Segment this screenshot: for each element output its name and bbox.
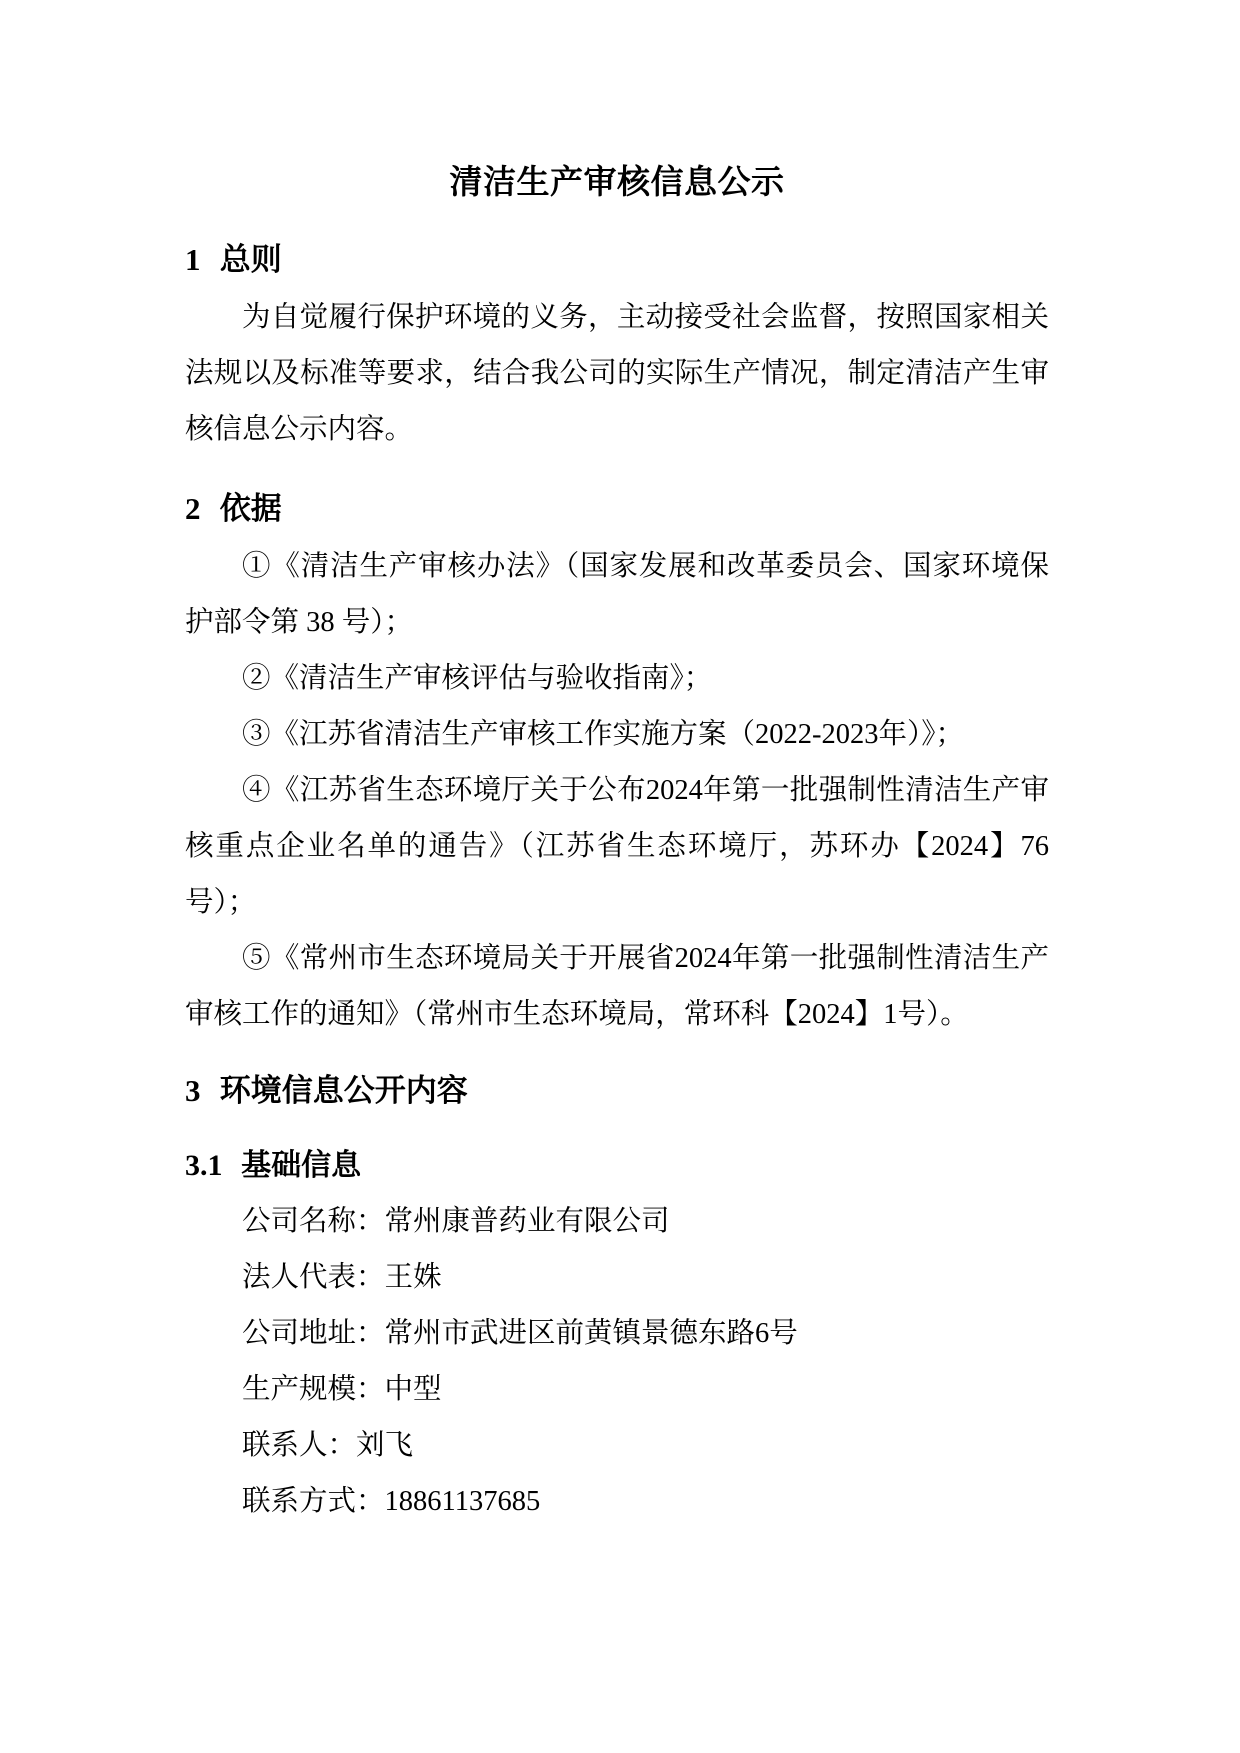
text-line: ⑤《常州市生态环境局关于开展省2024年第一批强制性清洁生产 bbox=[242, 943, 1049, 974]
text-line: 生产规模：中型 bbox=[242, 1374, 442, 1405]
basic-info-list bbox=[185, 1194, 1049, 1530]
section-3-title: 环境信息公开内容 bbox=[219, 1073, 468, 1108]
section-2-reference-list bbox=[185, 539, 1049, 1043]
reference-item-1 bbox=[185, 539, 1049, 651]
text-line: 审核工作的通知》（常州市生态环境局，常环科【2024】1号）。 bbox=[185, 999, 969, 1030]
text-line: 核信息公示内容。 bbox=[185, 414, 414, 445]
section-1-title: 总则 bbox=[219, 242, 282, 277]
section-3-1-heading bbox=[185, 1138, 1049, 1194]
reference-item-2 bbox=[185, 651, 1049, 707]
section-2-title: 依据 bbox=[219, 491, 282, 526]
text-line: ①《清洁生产审核办法》（国家发展和改革委员会、国家环境保 bbox=[242, 551, 1049, 582]
section-3-number: 3 bbox=[185, 1073, 201, 1108]
section-1-number: 1 bbox=[185, 242, 201, 277]
document-title: 清洁生产审核信息公示 bbox=[449, 165, 785, 201]
reference-item-4 bbox=[185, 763, 1049, 931]
section-1-heading bbox=[185, 232, 1049, 288]
text-line: 核重点企业名单的通告》（江苏省生态环境厅，苏环办【2024】76 bbox=[185, 831, 1049, 862]
section-2-heading bbox=[185, 481, 1049, 537]
text-line: 号）； bbox=[185, 887, 257, 918]
section-3-heading bbox=[185, 1063, 1049, 1119]
text-line: ②《清洁生产审核评估与验收指南》； bbox=[242, 663, 713, 694]
section-1-paragraph bbox=[185, 290, 1049, 458]
section-2-number: 2 bbox=[185, 491, 201, 526]
text-line: 法规以及标准等要求，结合我公司的实际生产情况，制定清洁产生审 bbox=[185, 358, 1049, 389]
section-3-1-title: 基础信息 bbox=[241, 1149, 362, 1182]
reference-item-5 bbox=[185, 931, 1049, 1043]
text-line: 为自觉履行保护环境的义务，主动接受社会监督，按照国家相关 bbox=[242, 302, 1049, 333]
text-line: ③《江苏省清洁生产审核工作实施方案（2022-2023年）》； bbox=[242, 719, 964, 750]
section-3-1-number: 3.1 bbox=[185, 1149, 223, 1182]
text-line: 公司名称：常州康普药业有限公司 bbox=[242, 1206, 670, 1237]
text-line: ④《江苏省生态环境厅关于公布2024年第一批强制性清洁生产审 bbox=[242, 775, 1049, 806]
text-line: 联系人：刘飞 bbox=[242, 1430, 414, 1461]
text-line: 联系方式：18861137685 bbox=[242, 1486, 541, 1517]
text-line: 护部令第 38 号）； bbox=[185, 607, 414, 638]
reference-item-3 bbox=[185, 707, 1049, 763]
text-line: 公司地址：常州市武进区前黄镇景德东路6号 bbox=[242, 1318, 798, 1349]
text-line: 法人代表：王姝 bbox=[242, 1262, 442, 1293]
